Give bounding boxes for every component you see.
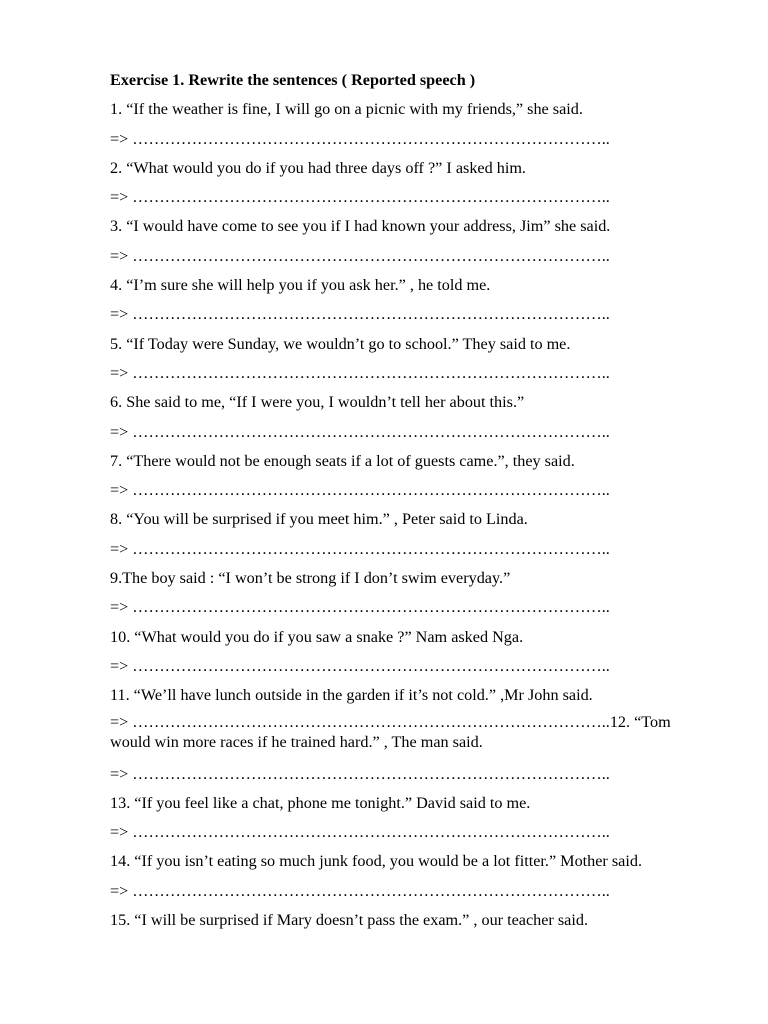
question-11: 11. “We’ll have lunch outside in the garden if it’s not cold.” ,Mr John said.	[110, 686, 593, 705]
question-9: 9.The boy said : “I won’t be strong if I don’t swim everyday.”	[110, 569, 511, 588]
question-7: 7. “There would not be enough seats if a lot of guests came.”, they said.	[110, 451, 575, 470]
answer-line-5: => ……………………………………………………………………………..	[110, 363, 610, 382]
exercise-title: Exercise 1. Rewrite the sentences ( Reported speech )	[110, 71, 476, 89]
question-4: 4. “I’m sure she will help you if you ask her.” , he told me.	[110, 276, 491, 295]
question-13: 13. “If you feel like a chat, phone me tonight.” David said to me.	[110, 793, 531, 812]
worksheet-page	[110, 66, 690, 935]
answer-line-3: => ……………………………………………………………………………..	[110, 246, 610, 265]
answer-line-2: => ……………………………………………………………………………..	[110, 188, 610, 207]
answer-line-13: => ……………………………………………………………………………..	[110, 823, 610, 842]
question-1: 1. “If the weather is fine, I will go on a picnic with my friends,” she said.	[110, 100, 583, 119]
answer-line-10: => ……………………………………………………………………………..	[110, 656, 610, 675]
answer-line-9: => ……………………………………………………………………………..	[110, 598, 610, 617]
question-2: 2. “What would you do if you had three days off ?” I asked him.	[110, 158, 526, 177]
answer-line-6: => ……………………………………………………………………………..	[110, 422, 610, 441]
question-8: 8. “You will be surprised if you meet him.” , Peter said to Linda.	[110, 510, 528, 529]
answer-line-11-question-12: => ……………………………………………………………………………..12. “Tom would win more races if he trained hard.” , The man said.	[110, 712, 671, 751]
answer-line-8: => ……………………………………………………………………………..	[110, 539, 610, 558]
answer-line-7: => ……………………………………………………………………………..	[110, 481, 610, 500]
answer-line-1: => ……………………………………………………………………………..	[110, 129, 610, 148]
question-14: 14. “If you isn’t eating so much junk food, you would be a lot fitter.” Mother said.	[110, 852, 642, 871]
question-5: 5. “If Today were Sunday, we wouldn’t go to school.” They said to me.	[110, 334, 571, 353]
answer-line-12: => ……………………………………………………………………………..	[110, 764, 610, 783]
answer-line-14: => ……………………………………………………………………………..	[110, 881, 610, 900]
question-10: 10. “What would you do if you saw a snake ?” Nam asked Nga.	[110, 627, 524, 646]
answer-line-4: => ……………………………………………………………………………..	[110, 305, 610, 324]
question-15: 15. “I will be surprised if Mary doesn’t pass the exam.” , our teacher said.	[110, 911, 588, 930]
question-6: 6. She said to me, “If I were you, I wouldn’t tell her about this.”	[110, 393, 525, 412]
question-3: 3. “I would have come to see you if I had known your address, Jim” she said.	[110, 217, 611, 236]
